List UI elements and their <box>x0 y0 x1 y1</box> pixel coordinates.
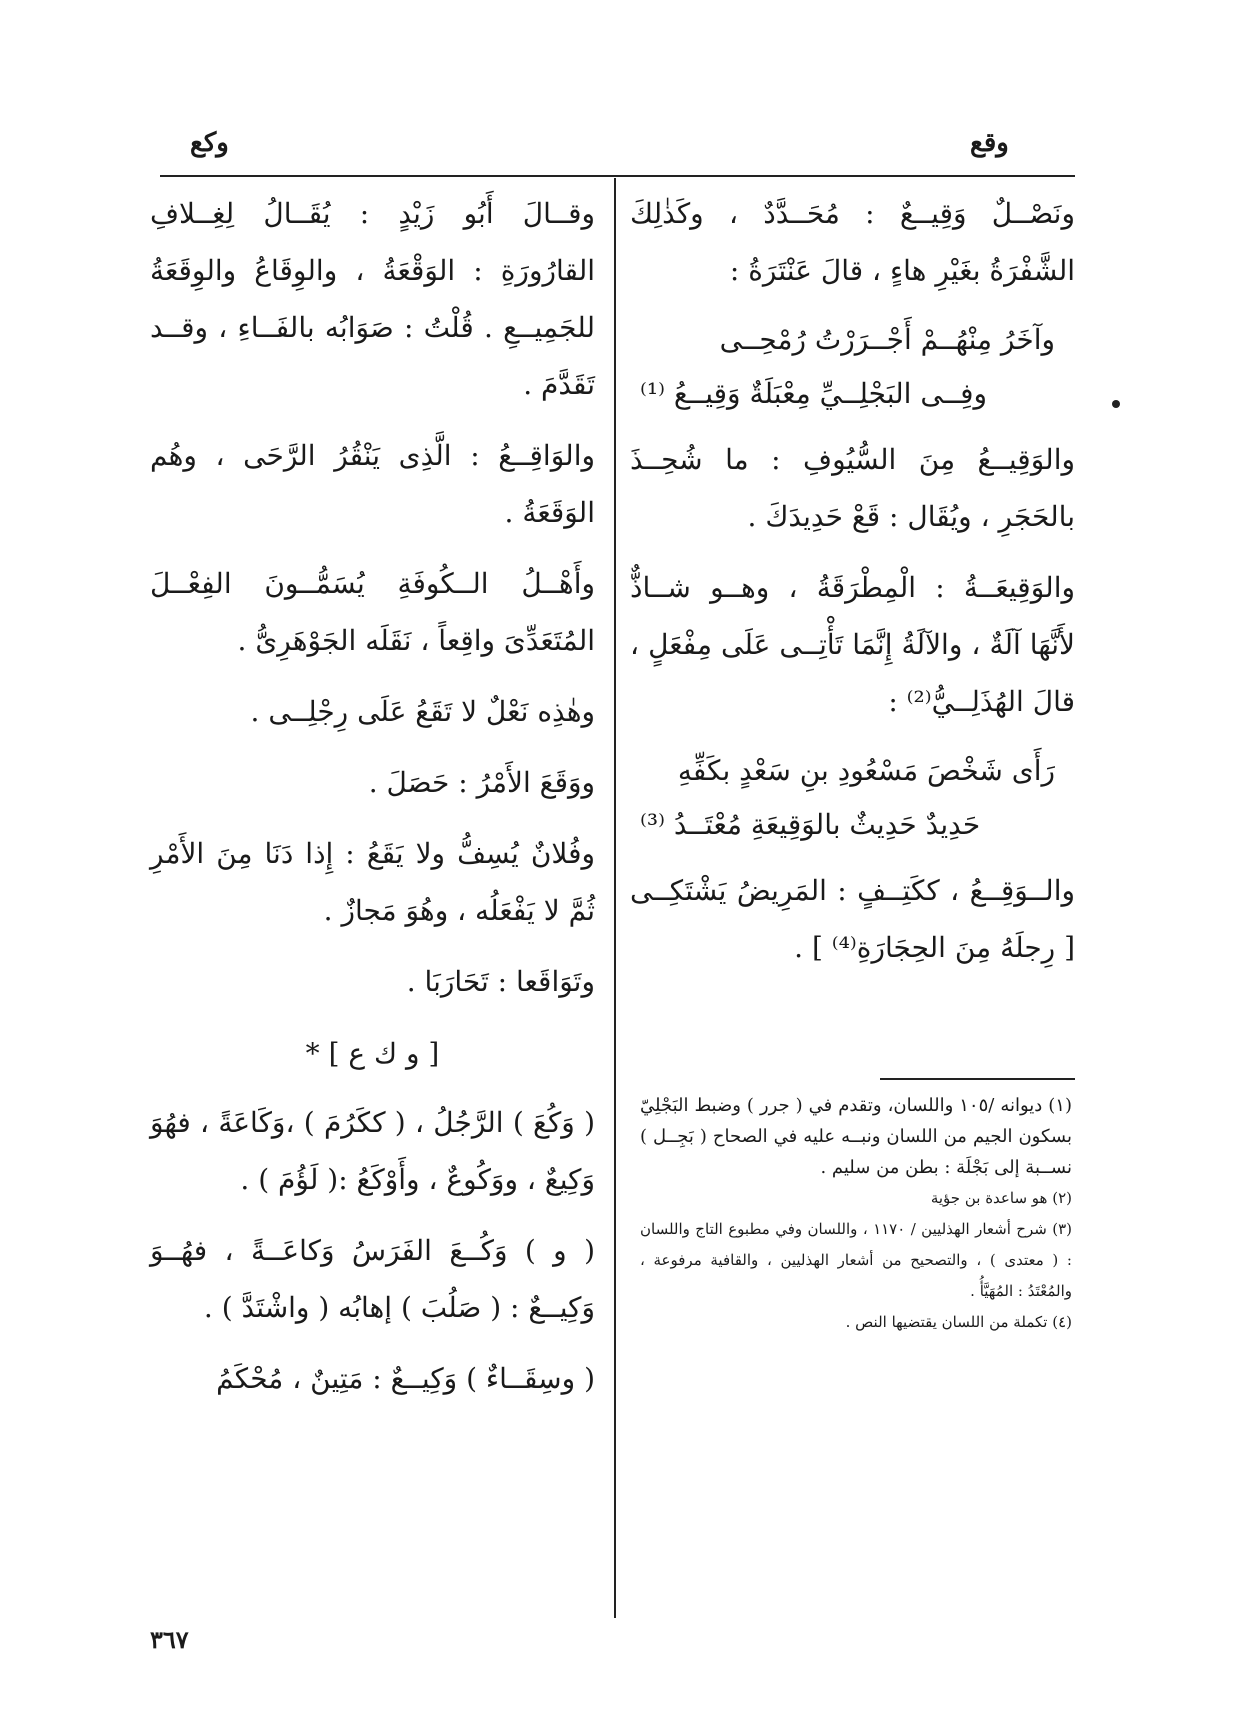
entry-paragraph: والوَاقِــعُ : الَّذِى يَنْقُرُ الرَّحَى ، وهُم الوَقَعَةُ . <box>150 439 595 529</box>
footnotes <box>640 1090 1072 1338</box>
entry-paragraph: وفُلانٌ يُسِفُّ ولا يَقَعُ : إِذا دَنَا مِنَ الأَمْرِ ثُمَّ لا يَفْعَلُه ، وهُوَ مَجازٌ . <box>150 837 595 927</box>
entry-paragraph: ووَقَعَ الأَمْرُ : حَصَلَ . <box>368 766 595 799</box>
entry-paragraph: ( و ) وَكُــعَ الفَرَسُ وَكاعَــةً ، فهُــوَ وَكِيــعٌ : ( صَلُبَ ) إهابُه ( واشْتَدَّ ) . <box>150 1234 595 1324</box>
page-number: ٣٦٧ <box>150 1625 189 1654</box>
entry-paragraph: والوَقِيــعُ مِنَ السُّيُوفِ : ما شُحِــذَ بالحَجَرِ ، ويُقَال : قَعْ حَدِيدَكَ . <box>630 443 1075 533</box>
entry-paragraph: والــوَقِــعُ ، ككَتِــفٍ : المَرِيضُ يَشْتَكِــى [ رِجلَهُ مِنَ الحِجَارَةِ⁽⁴⁾ ] . <box>630 874 1075 964</box>
root-heading: [ و ك ع ] * <box>305 1037 440 1070</box>
verse <box>630 744 1075 852</box>
entry-paragraph: ( وسِقَــاءٌ ) وَكِيــعٌ : مَتِينٌ ، مُحْكَمُ <box>216 1362 595 1395</box>
left-column <box>150 185 595 1421</box>
verse-line: رَأَى شَخْصَ مَسْعُودِ بنِ سَعْدٍ بكَفِّهِ <box>677 754 1055 787</box>
footnote: (١) ديوانه /١٠٥ واللسان، وتقدم في ( جرر ) وضبط البَجْلِيّ بسكون الجيم من اللسان ونبــه عليه في الصحاح ( بَجِــل ) نســبة إلى بَجْلَة : بطن من سليم . <box>640 1095 1072 1178</box>
entry-paragraph: وأَهْــلُ الــكُوفَةِ يُسَمُّــونَ الفِعْــلَ المُتَعَدِّىَ واقِعاً ، نَقَلَه الجَوْهَرِىُّ . <box>150 567 595 657</box>
header-root-word-left: وكع <box>190 128 229 158</box>
footnote: (٣) شرح أشعار الهذليين / ١١٧٠ ، واللسان وفي مطبوع التاج واللسان : ( معتدى ) ، والتصحيح من أشعار الهذليين ، والقافية مرفوعة ، والمُعْتَدُ : المُهَيَّأُ . <box>640 1220 1072 1300</box>
entry-paragraph: ( وَكُعَ ) الرَّجُلُ ، ( ككَرُمَ ) ،وَكَاعَةً ، فهُوَ وَكِيعٌ ، ووَكُوعٌ ، وأَوْكَعُ :( لَؤُمَ ) . <box>150 1106 595 1196</box>
entry-paragraph: وقــالَ أَبُو زَيْدٍ : يُقَــالُ لِغِــلافِ القارُورَةِ : الوَقْعَةُ ، والوِقَاعُ والوِقَعَةُ للجَمِيــعِ . قُلْتُ : صَوَابُه بالفَــاءِ ، وقــد تَقَدَّمَ . <box>150 197 595 401</box>
verse-line: وفِــى البَجْلِــيِّ مِعْبَلَةٌ وَقِيــعُ ⁽¹⁾ <box>640 377 988 410</box>
footnote-rule <box>880 1078 1075 1080</box>
entry-paragraph: والوَقِيعَــةُ : الْمِطْرَقَةُ ، وهــو شــاذٌّ لأَنَّهَا آلَةٌ ، والآلَةُ إِنَّمَا تَأْتِــى عَلَى مِفْعَلٍ ، قالَ الهُذَلِــيُّ⁽²⁾ : <box>630 571 1075 718</box>
right-column <box>630 185 1075 990</box>
footnote: (٢) هو ساعدة بن جؤية <box>930 1189 1072 1207</box>
header-rule <box>160 175 1075 177</box>
header-root-word-right: وقع <box>970 128 1009 158</box>
verse-line: حَدِيدٌ حَدِيثٌ بالوَقِيعَةِ مُعْتَــدُ ⁽³⁾ <box>640 808 981 841</box>
verse <box>630 313 1075 421</box>
entry-paragraph: ونَصْــلٌ وَقِيــعٌ : مُحَــدَّدٌ ، وكَذٰلِكَ الشَّفْرَةُ بغَيْرِ هاءٍ ، قالَ عَنْتَرَةُ : <box>630 197 1075 287</box>
footnote: (٤) تكملة من اللسان يقتضيها النص . <box>845 1313 1072 1331</box>
margin-mark <box>1112 400 1120 408</box>
entry-paragraph: وهٰذِه نَعْلٌ لا تَقَعُ عَلَى رِجْلِــى . <box>250 695 595 728</box>
entry-paragraph: وتَوَاقَعا : تَحَارَبَا . <box>406 965 595 998</box>
column-divider <box>614 178 616 1618</box>
verse-line: وآخَرُ مِنْهُــمْ أَجْــرَرْتُ رُمْحِــى <box>719 323 1055 356</box>
